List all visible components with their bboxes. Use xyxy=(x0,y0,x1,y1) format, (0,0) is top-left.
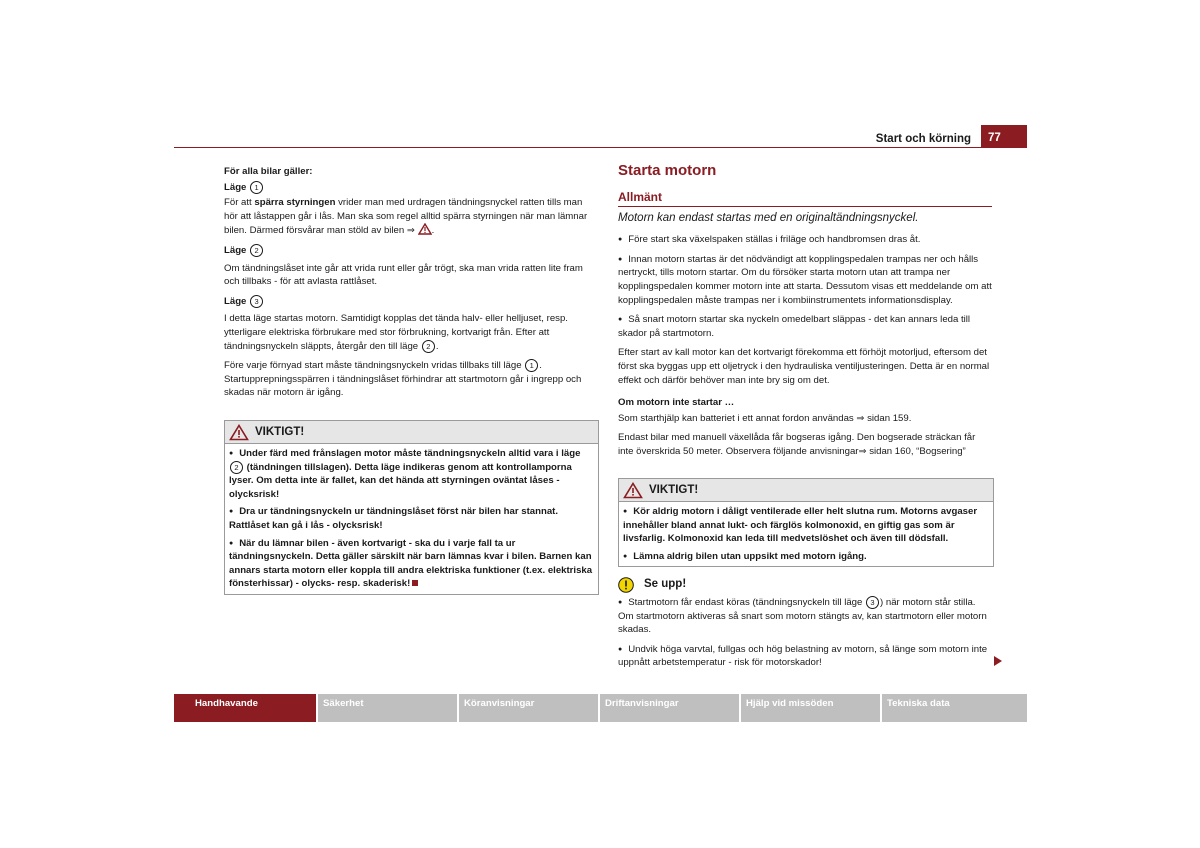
position-2-marker: 2 xyxy=(250,244,263,257)
end-square-icon xyxy=(412,580,418,586)
nav-tab-driftanvisningar[interactable]: Driftanvisningar xyxy=(600,694,739,722)
section-heading: Starta motorn xyxy=(618,162,717,179)
position-ref-marker: 2 xyxy=(230,461,243,474)
right-column xyxy=(618,164,992,465)
warning-item: ● Lämna aldrig bilen utan uppsikt med motorn igång. xyxy=(623,550,990,564)
position-1-text xyxy=(224,196,597,238)
restart-text xyxy=(224,359,597,400)
warning-item-1-pre: Under färd med frånslagen motor måste tändningsnyckeln alltid vara i läge xyxy=(239,448,581,459)
restart-pre: Före varje förnyad start måste tändningsnyckeln vridas tillbaks till läge xyxy=(224,360,522,372)
warning-header xyxy=(619,479,993,502)
caution-title: Se upp! xyxy=(644,578,687,591)
continue-arrow-icon xyxy=(994,656,1002,666)
pos3-end: . xyxy=(435,340,439,352)
caution-item: ● Undvik höga varvtal, fullgas och hög belastning av motorn, så länge som motorn inte uppnått arbetstemperatur - risk för motorskador! xyxy=(618,643,992,670)
caution-exclamation-icon xyxy=(618,577,634,593)
page-number: 77 xyxy=(981,125,1027,148)
position-label: Läge xyxy=(224,295,247,307)
warning-item-3: När du lämnar bilen - även kortvarigt - ska du i varje fall ta ur tändningsnyckeln. Detta gäller särskilt när barn lämnas kvar i bilen. Barnen kan annars starta motorn eller koppla till andra elektriska funktioner (t.ex. elektriska fönsterhissar) - olycks- resp. skaderisk! xyxy=(229,537,593,590)
warning-header xyxy=(225,421,598,444)
nav-tab-hjalp-vid-missoden[interactable]: Hjälp vid missöden xyxy=(741,694,880,722)
warning-triangle-icon xyxy=(229,424,249,441)
warning-body xyxy=(225,444,598,594)
warning-item-1-post: (tändningen tillslagen). Detta läge indikeras genom att kontrollamporna lyser. Om detta inte är fallet, kan det hända att styrningen oväntat låses - olycksrisk! xyxy=(229,461,572,500)
warning-title: VIKTIGT! xyxy=(649,484,699,496)
intro-heading: För alla bilar gäller: xyxy=(224,166,313,177)
position-ref-marker: 1 xyxy=(525,359,538,372)
position-2-heading xyxy=(224,244,597,258)
caution-header xyxy=(618,576,992,594)
right-warning-box xyxy=(618,478,994,567)
pos1-end: . xyxy=(431,225,435,237)
pos1-pre: För att xyxy=(224,197,255,209)
position-3-text xyxy=(224,312,597,353)
position-1-marker: 1 xyxy=(250,181,263,194)
subsection-rule xyxy=(618,206,992,207)
warning-item: ● Dra ur tändningsnyckeln ur tändningslåset först när bilen har stannat. Rattlåset kan gå i lås - olycksrisk! xyxy=(229,505,595,532)
left-column xyxy=(224,165,597,406)
nav-tab-tekniska-data[interactable]: Tekniska data xyxy=(882,694,1027,722)
caution-item-1-post: ) när motorn står stilla. Om startmotorn aktiveras så snart som motorn stängts av, kan startmotorn eller motorn skadas. xyxy=(618,597,987,636)
position-label: Läge xyxy=(224,245,247,257)
header-rule xyxy=(174,147,1027,148)
nav-tab-handhavande[interactable]: Handhavande xyxy=(174,694,316,722)
caution-section xyxy=(618,576,992,676)
subsection-heading: Allmänt xyxy=(618,189,663,204)
position-label: Läge xyxy=(224,181,247,193)
bullet-item: ● Så snart motorn startar ska nyckeln omedelbart släppas - det kan annars leda till skador på startmotorn. xyxy=(618,313,992,340)
warning-body xyxy=(619,502,993,566)
pos1-bold: spärra styrningen xyxy=(254,197,336,209)
nav-tab-koranvisningar[interactable]: Köranvisningar xyxy=(459,694,598,722)
pos3-body: I detta läge startas motorn. Samtidigt kopplas det tända halv- eller helljuset, resp. ytterligare elektriska förbrukare med stor förbrukning, kortvarigt från. Efter att tändningsnyckeln släppts, återgår den till läge xyxy=(224,313,568,352)
position-3-marker: 3 xyxy=(250,295,263,308)
position-ref-marker: 2 xyxy=(422,340,435,353)
caution-item xyxy=(618,596,992,637)
position-2-text: Om tändningslåset inte går att vrida runt eller går trögt, ska man vrida ratten lite fram och tillbaks - för att avlasta rattlåset. xyxy=(224,262,583,288)
nav-tab-sakerhet[interactable]: Säkerhet xyxy=(318,694,457,722)
warning-triangle-icon xyxy=(418,223,432,235)
warning-item xyxy=(229,537,595,591)
position-1-heading xyxy=(224,181,597,195)
pos1-post: vrider man med urdragen tändningsnyckel ratten tills man hör att låstappen går i lås. Man ska som regel alltid spärra styrningen när man lämnar bilen. Därmed försvårar man stöld av bilen ⇒ xyxy=(224,197,588,237)
tow-start-text: Endast bilar med manuell växellåda får bogseras igång. Den bogserade sträckan får inte överskrida 50 meter. Observera följande anvisningar⇒ sidan 160, “Bogsering” xyxy=(618,432,976,457)
position-3-heading xyxy=(224,295,597,309)
position-ref-marker: 3 xyxy=(866,596,879,609)
caution-item-1-pre: Startmotorn får endast köras (tändningsnyckeln till läge xyxy=(628,597,863,609)
warning-item xyxy=(229,447,595,501)
bullet-item: ● Innan motorn startas är det nödvändigt att kopplingspedalen trampas ner och hålls nertryckt, tills motorn startar. Om du försöker starta motorn utan att trampa ner kopplingspedalen kommer motorn inte att starta. Dessutom visas ett meddelande om att kopplingspedalen måste trampas ner i kombiinstrumentets informationsdisplay. xyxy=(618,253,992,307)
section-title: Start och körning xyxy=(875,133,971,145)
no-start-heading: Om motorn inte startar … xyxy=(618,397,735,409)
warning-item: ● Kör aldrig motorn i dåligt ventilerade eller helt slutna rum. Motorns avgaser innehåller bland annat lukt- och färglös kolmonoxid, en giftig gas som är livsfarlig. Kolmonoxid kan leda till medvetslöshet och även till dödsfall. xyxy=(623,505,990,546)
left-warning-box xyxy=(224,420,599,595)
bullet-item: ● Före start ska växelspaken ställas i friläge och handbromsen dras åt. xyxy=(618,233,992,247)
warning-title: VIKTIGT! xyxy=(255,426,305,438)
jump-start-text: Som starthjälp kan batteriet i ett annat fordon användas ⇒ sidan 159. xyxy=(618,412,912,424)
restart-post: . Startupprepningsspärren i tändningslåset förhindrar att startmotorn går i ingrepp och skadas när motorn är igång. xyxy=(224,360,582,399)
cold-start-text: Efter start av kall motor kan det kortvarigt förekomma ett förhöjt motorljud, eftersom det först ska byggas upp ett oljetryck i den hydrauliska ventiljusteringen. Detta är en normal effekt och därför behöver man inte bry sig om det. xyxy=(618,347,990,386)
lead-text: Motorn kan endast startas med en originaltändningsnyckel. xyxy=(618,212,919,225)
warning-triangle-icon xyxy=(623,482,643,499)
